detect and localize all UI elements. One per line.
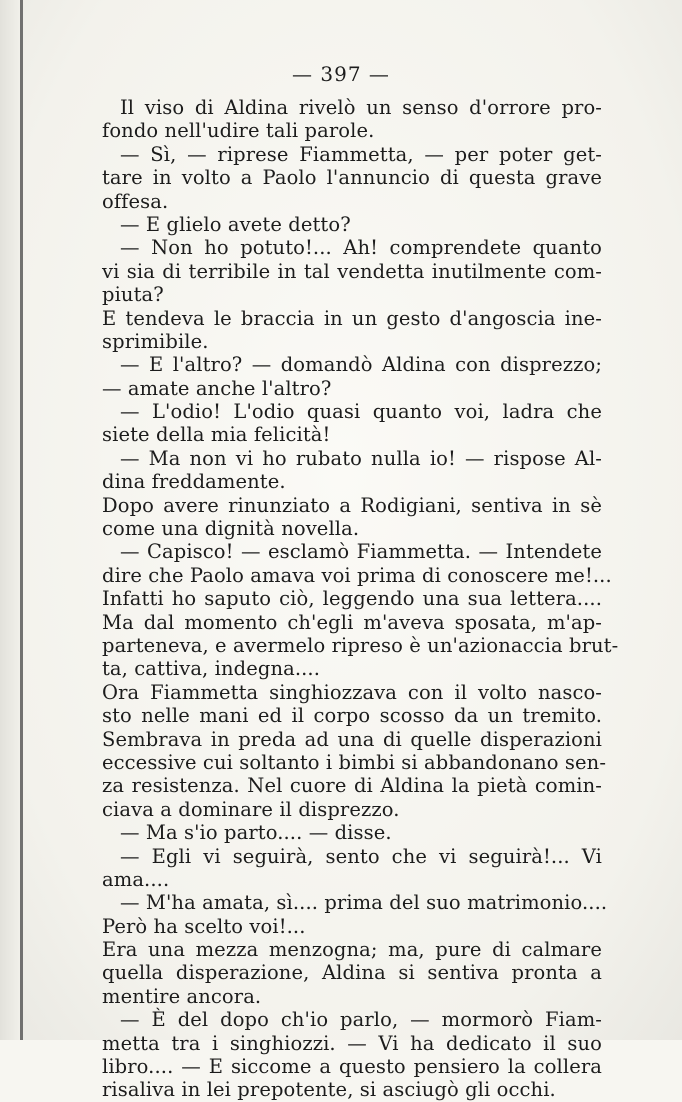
text-line: mentire ancora. xyxy=(102,984,262,1008)
text-line: — Capisco! — esclamò Fiammetta. — Intendete xyxy=(120,540,602,564)
text-line: piuta? xyxy=(102,283,164,307)
text-line: Ma dal momento ch'egli m'aveva sposata, m'ap- xyxy=(102,610,602,634)
text-line: za resistenza. Nel cuore di Aldina la pietà comin- xyxy=(102,774,602,798)
text-line: sprimibile. xyxy=(102,329,209,353)
text-line: quella disperazione, Aldina si sentiva pronta a xyxy=(102,961,602,985)
text-line: metta tra i singhiozzi. — Vi ha dedicato il suo xyxy=(102,1031,602,1055)
text-line: — Non ho potuto!... Ah! comprendete quanto xyxy=(120,236,602,260)
text-line: Ora Fiammetta singhiozzava con il volto nasco- xyxy=(102,680,602,704)
text-line: vi sia di terribile in tal vendetta inutilmente com- xyxy=(102,259,602,283)
text-line: tare in volto a Paolo l'annuncio di questa grave xyxy=(102,166,602,190)
text-line: — E l'altro? — domandò Aldina con disprezzo; xyxy=(120,353,602,377)
text-line: Dopo avere rinunziato a Rodigiani, sentiva in sè xyxy=(102,493,602,517)
text-line: sto nelle mani ed il corpo scosso da un tremito. xyxy=(102,704,602,728)
text-line: — È del dopo ch'io parlo, — mormorò Fiam- xyxy=(120,1008,602,1032)
text-line: E tendeva le braccia in un gesto d'angoscia ine- xyxy=(102,306,602,330)
text-line: parteneva, e avermelo ripreso è un'azionaccia brut- xyxy=(102,633,619,657)
text-line: libro.... — E siccome a questo pensiero la collera xyxy=(102,1055,602,1079)
text-line: dina freddamente. xyxy=(102,470,286,494)
text-line: — Ma non vi ho rubato nulla io! — rispose Al- xyxy=(120,446,602,470)
text-line: ta, cattiva, indegna.... xyxy=(102,657,321,681)
text-line: come una dignità novella. xyxy=(102,517,360,541)
text-line: Però ha scelto voi!... xyxy=(102,914,306,938)
text-line: fondo nell'udire tali parole. xyxy=(102,119,375,143)
text-line: siete della mia felicità! xyxy=(102,423,331,447)
text-line: eccessive cui soltanto i bimbi si abbandonano sen- xyxy=(102,750,607,774)
text-line: — Egli vi seguirà, sento che vi seguirà!... Vi xyxy=(120,844,602,868)
text-line: Il viso di Aldina rivelò un senso d'orrore pro- xyxy=(120,96,602,119)
text-line: offesa. xyxy=(102,189,169,213)
text-line: risaliva in lei prepotente, si asciugò gli occhi. xyxy=(102,1078,556,1102)
binding-edge xyxy=(20,0,23,1040)
text-line: ciava a dominare il disprezzo. xyxy=(102,797,400,821)
text-line: — Ma s'io parto.... — disse. xyxy=(120,821,392,845)
text-line: — E glielo avete detto? xyxy=(120,212,351,236)
gutter-shadow xyxy=(0,0,20,1040)
text-line: ama.... xyxy=(102,867,170,891)
text-line: dire che Paolo amava voi prima di conoscere me!... xyxy=(102,563,612,587)
text-line: Infatti ho saputo ciò, leggendo una sua lettera.... xyxy=(102,587,602,611)
text-line: — Sì, — riprese Fiammetta, — per poter get- xyxy=(120,142,602,166)
body-text xyxy=(102,96,619,1102)
text-line: — amate anche l'altro? xyxy=(102,376,332,400)
text-line: Era una mezza menzogna; ma, pure di calmare xyxy=(102,938,602,962)
text-line: — M'ha amata, sì.... prima del suo matrimonio.... xyxy=(120,891,608,915)
text-line: Sembrava in preda ad una di quelle disperazioni xyxy=(102,727,602,751)
text-line: — L'odio! L'odio quasi quanto voi, ladra che xyxy=(120,400,602,424)
page-number: — 397 — xyxy=(292,62,390,86)
